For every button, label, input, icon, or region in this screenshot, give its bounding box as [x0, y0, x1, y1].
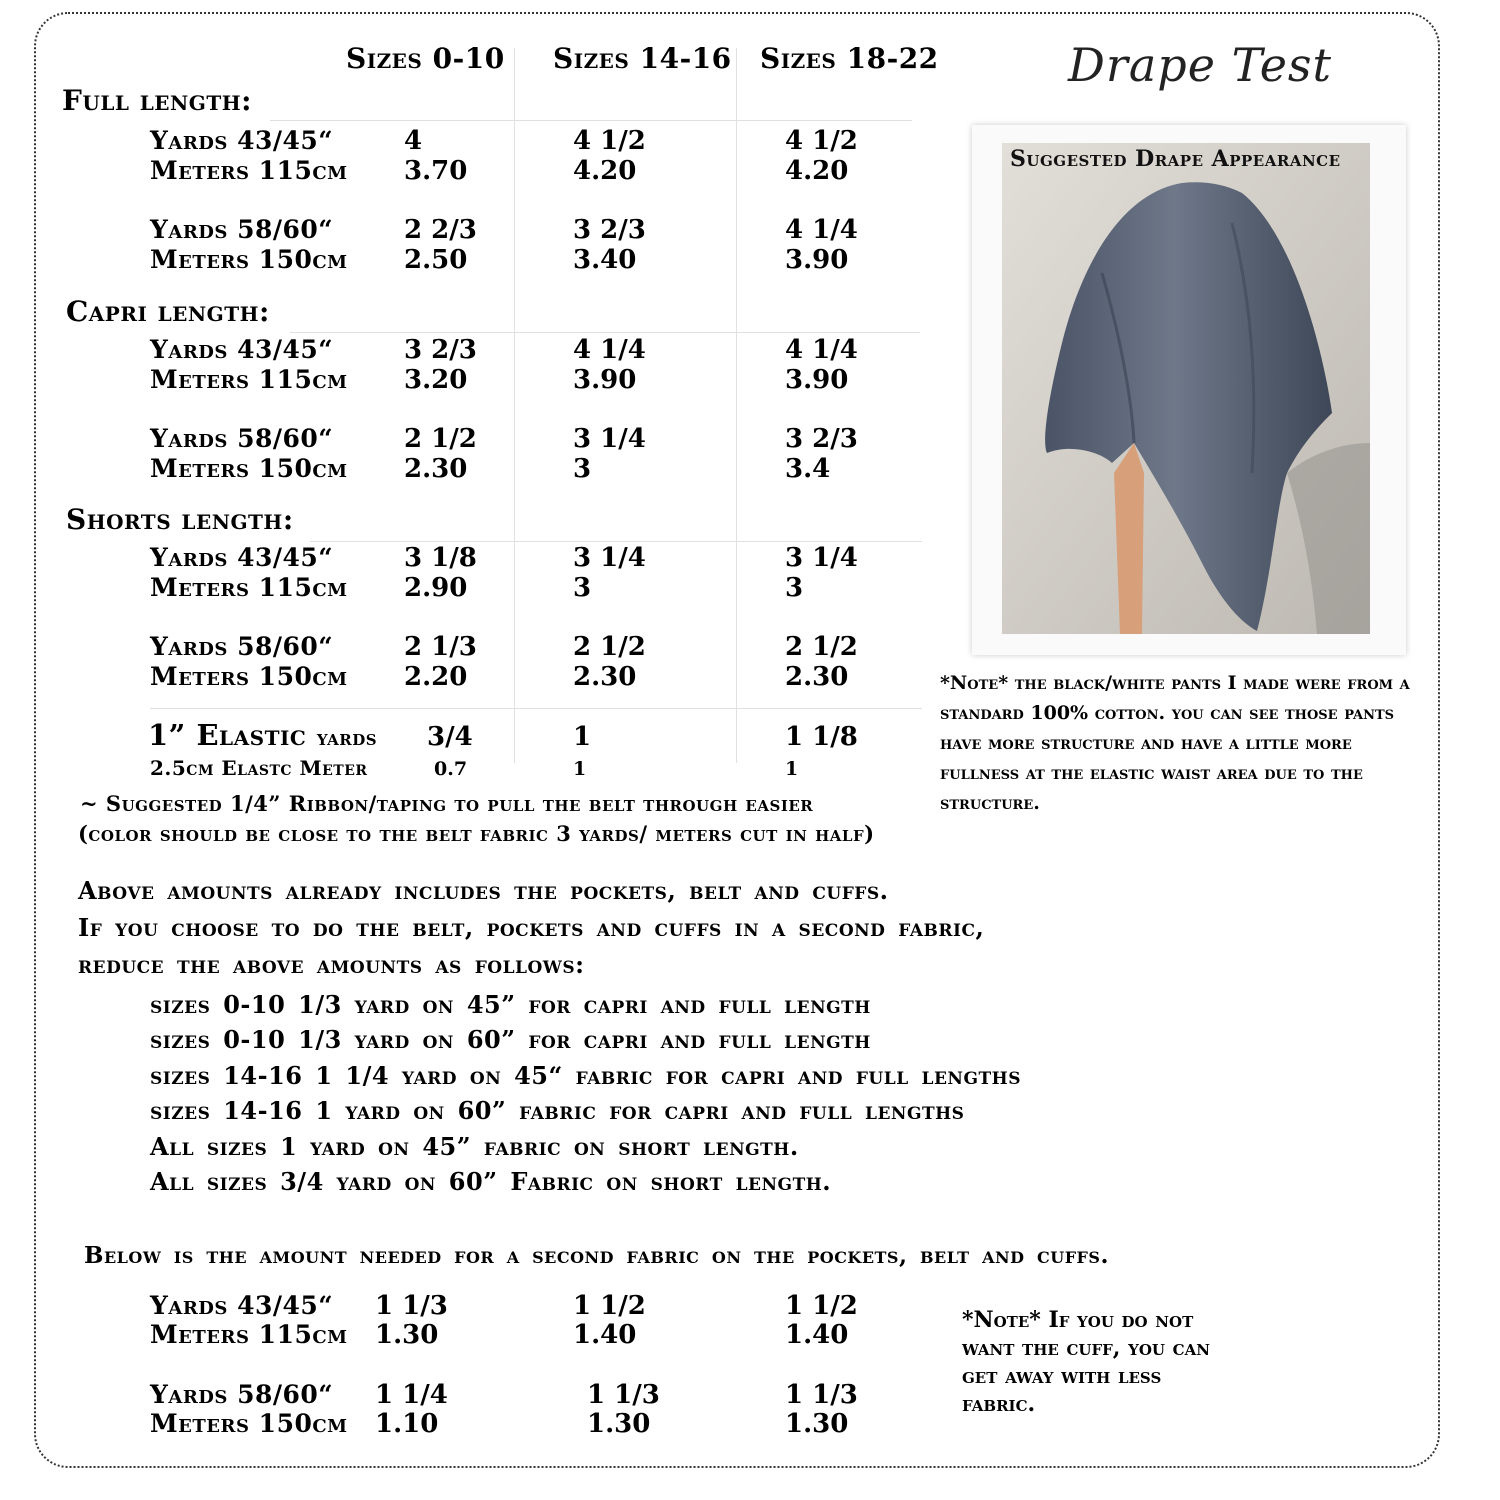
- cell: 0.7: [434, 758, 468, 780]
- cell: 1 1/2: [573, 1291, 646, 1321]
- cell: 2 1/2: [573, 632, 646, 662]
- reduction-item: All sizes 1 yard on 45” fabric on short length.: [150, 1132, 799, 1161]
- cell: 3 1/4: [573, 543, 646, 573]
- reduction-item: All sizes 3/4 yard on 60” Fabric on short length.: [150, 1167, 832, 1196]
- cuff-note: *Note* If you do not want the cuff, you can get away with less fabric.: [962, 1307, 1210, 1417]
- label-elastic-meter: 2.5cm Elastc Meter: [150, 756, 368, 780]
- label-meters-150: Meters 150cm: [150, 454, 348, 483]
- cell: 1.30: [785, 1409, 849, 1439]
- label-yards-45: Yards 43/45“: [150, 1291, 334, 1320]
- cell: 3.40: [573, 245, 637, 275]
- label-elastic-yards: [148, 718, 377, 752]
- amounts-line3: reduce the above amounts as follows:: [78, 950, 585, 979]
- cell: 4 1/2: [573, 126, 646, 156]
- cell: 1 1/3: [785, 1380, 858, 1410]
- cell: 3.70: [404, 156, 468, 186]
- row-divider: [270, 120, 912, 121]
- cell: 2.30: [785, 662, 849, 692]
- cell: 1 1/3: [375, 1291, 448, 1321]
- ribbon-note-line2: (color should be close to the belt fabric 3 yards/ meters cut in half): [78, 821, 875, 846]
- label-meters-115: Meters 115cm: [150, 156, 348, 185]
- cell: 4 1/4: [785, 215, 858, 245]
- row-divider: [150, 708, 922, 709]
- label-yards-45: Yards 43/45“: [150, 126, 334, 155]
- cell: 3 1/4: [785, 543, 858, 573]
- column-divider: [514, 48, 515, 763]
- row-divider: [290, 332, 920, 333]
- cell: 1 1/2: [785, 1291, 858, 1321]
- elastic-label: 1” Elastic: [148, 718, 307, 752]
- cell: 2 2/3: [404, 215, 477, 245]
- cell: 4 1/4: [573, 335, 646, 365]
- label-meters-115: Meters 115cm: [150, 365, 348, 394]
- cell: 3 2/3: [404, 335, 477, 365]
- label-yards-60: Yards 58/60“: [150, 215, 334, 244]
- cell: 1: [573, 722, 592, 752]
- amounts-line2: If you choose to do the belt, pockets and cuffs in a second fabric,: [78, 913, 985, 942]
- cell: 1.30: [587, 1409, 651, 1439]
- header-sizes-14-16: Sizes 14-16: [553, 42, 732, 75]
- row-divider: [310, 541, 922, 542]
- cell: 1: [785, 758, 799, 780]
- cell: 4 1/4: [785, 335, 858, 365]
- cell: 2.50: [404, 245, 468, 275]
- cell: 3 1/4: [573, 424, 646, 454]
- cell: 1 1/3: [587, 1380, 660, 1410]
- cell: 1 1/4: [375, 1380, 448, 1410]
- cell: 3.20: [404, 365, 468, 395]
- cell: 1 1/8: [785, 722, 858, 752]
- cell: 4 1/2: [785, 126, 858, 156]
- label-yards-45: Yards 43/45“: [150, 543, 334, 572]
- header-sizes-0-10: Sizes 0-10: [346, 42, 505, 75]
- label-meters-115: Meters 115cm: [150, 573, 348, 602]
- cell: 1.10: [375, 1409, 439, 1439]
- label-meters-150: Meters 150cm: [150, 662, 348, 691]
- cell: 3.4: [785, 454, 831, 484]
- cell: 4: [404, 126, 423, 156]
- cell: 3: [573, 454, 592, 484]
- cell: 1: [573, 758, 587, 780]
- cell: 3: [573, 573, 592, 603]
- reduction-item: sizes 0-10 1/3 yard on 45” for capri and full length: [150, 990, 871, 1019]
- label-meters-150: Meters 150cm: [150, 1409, 348, 1438]
- header-sizes-18-22: Sizes 18-22: [760, 42, 939, 75]
- cell: 2.30: [404, 454, 468, 484]
- section-full-length: Full length:: [62, 84, 252, 117]
- cell: 3.90: [785, 365, 849, 395]
- photo-caption: Suggested Drape Appearance: [1010, 146, 1341, 172]
- reduction-item: sizes 14-16 1 yard on 60” fabric for capri and full lengths: [150, 1096, 965, 1125]
- cell: 2.30: [573, 662, 637, 692]
- cell: 4.20: [785, 156, 849, 186]
- drape-fabric-illustration: [1002, 143, 1370, 634]
- label-yards-60: Yards 58/60“: [150, 424, 334, 453]
- cell: 4.20: [573, 156, 637, 186]
- label-meters-150: Meters 150cm: [150, 245, 348, 274]
- cell: 1.30: [375, 1320, 439, 1350]
- section-shorts-length: Shorts length:: [66, 503, 294, 536]
- cell: 3/4: [427, 722, 473, 752]
- cell: 3.90: [573, 365, 637, 395]
- amounts-line1: Above amounts already includes the pockets, belt and cuffs.: [78, 876, 889, 905]
- elastic-unit: yards: [316, 725, 378, 750]
- cell: 3 2/3: [785, 424, 858, 454]
- cell: 3: [785, 573, 804, 603]
- cell: 1.40: [573, 1320, 637, 1350]
- reduction-item: sizes 14-16 1 1/4 yard on 45“ fabric for capri and full lengths: [150, 1061, 1021, 1090]
- column-divider: [736, 48, 737, 763]
- label-yards-60: Yards 58/60“: [150, 1380, 334, 1409]
- second-fabric-heading: Below is the amount needed for a second fabric on the pockets, belt and cuffs.: [84, 1242, 1109, 1269]
- drape-test-title: Drape Test: [1068, 38, 1333, 92]
- drape-note: *Note* the black/white pants I made were from a standard 100% cotton. you can see those pants have more structure and have a little more fullness at the elastic waist area due to the structure.: [940, 672, 1410, 814]
- label-meters-115: Meters 115cm: [150, 1320, 348, 1349]
- cell: 2 1/2: [785, 632, 858, 662]
- cell: 3 2/3: [573, 215, 646, 245]
- label-yards-60: Yards 58/60“: [150, 632, 334, 661]
- cell: 3 1/8: [404, 543, 477, 573]
- reduction-item: sizes 0-10 1/3 yard on 60” for capri and full length: [150, 1025, 871, 1054]
- cell: 3.90: [785, 245, 849, 275]
- cell: 2 1/2: [404, 424, 477, 454]
- cell: 1.40: [785, 1320, 849, 1350]
- cell: 2.20: [404, 662, 468, 692]
- cell: 2.90: [404, 573, 468, 603]
- label-yards-45: Yards 43/45“: [150, 335, 334, 364]
- ribbon-note-line1: ~ Suggested 1/4” Ribbon/taping to pull the belt through easier: [80, 791, 814, 816]
- section-capri-length: Capri length:: [66, 295, 270, 328]
- drape-photo: [1002, 143, 1370, 634]
- cell: 2 1/3: [404, 632, 477, 662]
